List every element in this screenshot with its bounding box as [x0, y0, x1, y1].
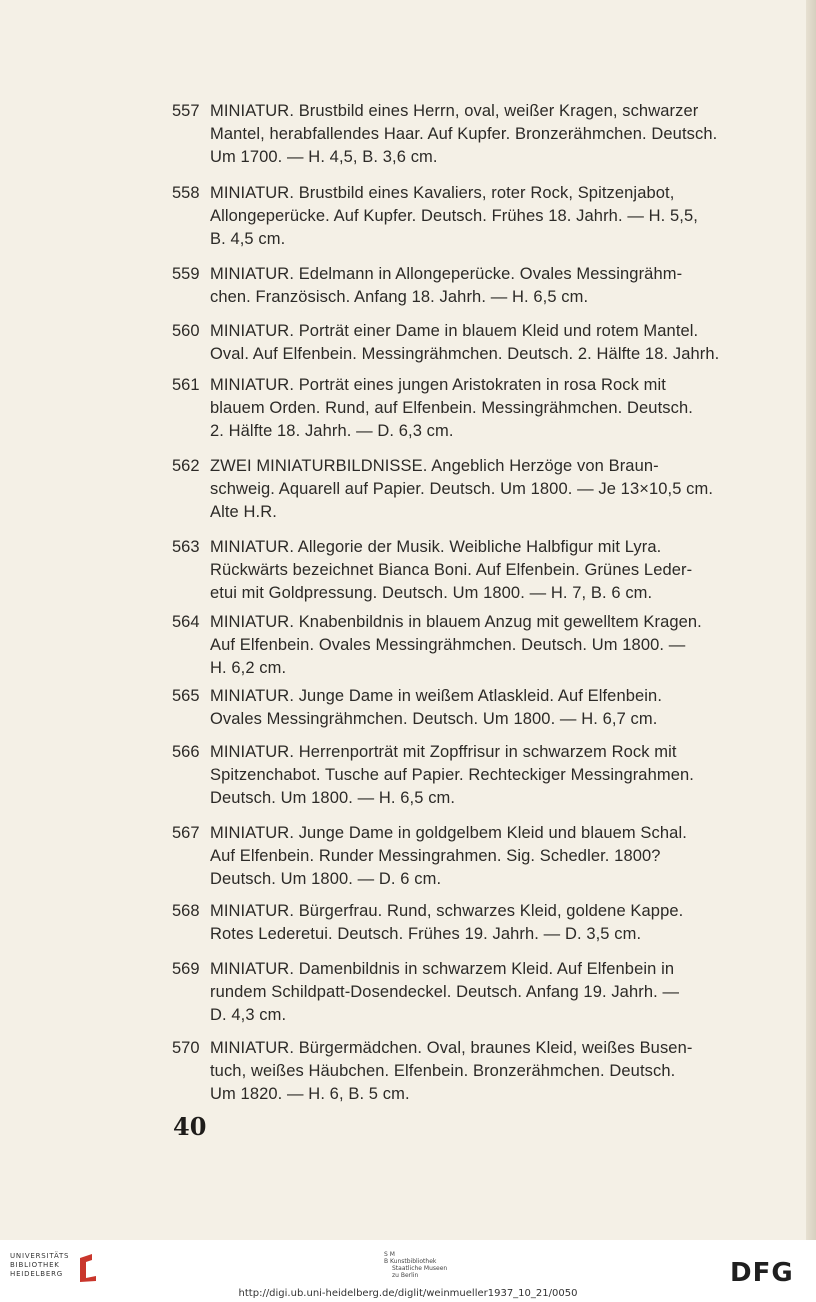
- entry-text-line: MINIATUR. Junge Dame in goldgelbem Kleid und blauem Schal.: [210, 824, 687, 842]
- entry-text-line: schweig. Aquarell auf Papier. Deutsch. Um 1800. — Je 13×10,5 cm.: [210, 480, 714, 498]
- entry-text-line: tuch, weißes Häubchen. Elfenbein. Bronzerähmchen. Deutsch.: [210, 1062, 676, 1080]
- entry-text-line: Alte H.R.: [210, 503, 277, 521]
- entry-text-line: MINIATUR. Edelmann in Allongeperücke. Ovales Messingrähm-: [210, 265, 683, 283]
- entry-number: 557: [172, 102, 200, 120]
- entry-text-line: MINIATUR. Herrenporträt mit Zopffrisur in schwarzem Rock mit: [210, 743, 677, 761]
- entry-text-line: Oval. Auf Elfenbein. Messingrähmchen. Deutsch. 2. Hälfte 18. Jahrh.: [210, 345, 720, 363]
- entry-text-line: Rotes Lederetui. Deutsch. Frühes 19. Jahrh. — D. 3,5 cm.: [210, 925, 642, 943]
- entry-text-line: Rückwärts bezeichnet Bianca Boni. Auf Elfenbein. Grünes Leder-: [210, 561, 693, 579]
- entry-text-line: Auf Elfenbein. Runder Messingrahmen. Sig. Schedler. 1800?: [210, 847, 661, 865]
- entry-text-line: MINIATUR. Porträt einer Dame in blauem Kleid und rotem Mantel.: [210, 322, 699, 340]
- entry-number: 559: [172, 265, 200, 283]
- university-logo-line: BIBLIOTHEK: [10, 1261, 60, 1269]
- entry-number: 563: [172, 538, 200, 556]
- heidelberg-logo-icon: [78, 1254, 98, 1282]
- entry-text-line: chen. Französisch. Anfang 18. Jahrh. — H. 6,5 cm.: [210, 288, 589, 306]
- entry-text-line: B. 4,5 cm.: [210, 230, 286, 248]
- entry-text-line: MINIATUR. Bürgerfrau. Rund, schwarzes Kleid, goldene Kappe.: [210, 902, 684, 920]
- smb-kunstbibliothek-logo[interactable]: [384, 1251, 447, 1279]
- entry-text-line: MINIATUR. Knabenbildnis in blauem Anzug mit gewelltem Kragen.: [210, 613, 702, 631]
- entry-text-line: MINIATUR. Damenbildnis in schwarzem Kleid. Auf Elfenbein in: [210, 960, 675, 978]
- entry-number: 568: [172, 902, 200, 920]
- entry-text-line: H. 6,2 cm.: [210, 659, 287, 677]
- entry-text-line: MINIATUR. Brustbild eines Herrn, oval, weißer Kragen, schwarzer: [210, 102, 699, 120]
- university-logo-line: HEIDELBERG: [10, 1270, 63, 1278]
- entry-number: 561: [172, 376, 200, 394]
- entry-text-line: Mantel, herabfallendes Haar. Auf Kupfer. Bronzerähmchen. Deutsch.: [210, 125, 718, 143]
- entry-text-line: D. 4,3 cm.: [210, 1006, 287, 1024]
- entry-number: 564: [172, 613, 200, 631]
- entry-text-line: Ovales Messingrähmchen. Deutsch. Um 1800. — H. 6,7 cm.: [210, 710, 658, 728]
- university-logo-line: UNIVERSITÄTS: [10, 1252, 70, 1260]
- entry-text-line: rundem Schildpatt-Dosendeckel. Deutsch. Anfang 19. Jahrh. —: [210, 983, 680, 1001]
- smb-logo-line: S M: [384, 1251, 395, 1258]
- entry-text-line: ZWEI MINIATURBILDNISSE. Angeblich Herzöge von Braun-: [210, 457, 659, 475]
- entry-text-line: Deutsch. Um 1800. — H. 6,5 cm.: [210, 789, 456, 807]
- entry-number: 567: [172, 824, 200, 842]
- entry-number: 570: [172, 1039, 200, 1057]
- entry-number: 565: [172, 687, 200, 705]
- entry-number: 560: [172, 322, 200, 340]
- entry-text-line: 2. Hälfte 18. Jahrh. — D. 6,3 cm.: [210, 422, 454, 440]
- entry-text-line: blauem Orden. Rund, auf Elfenbein. Messingrähmchen. Deutsch.: [210, 399, 693, 417]
- entry-text-line: MINIATUR. Porträt eines jungen Aristokraten in rosa Rock mit: [210, 376, 666, 394]
- entry-text-line: Spitzenchabot. Tusche auf Papier. Rechteckiger Messingrahmen.: [210, 766, 694, 784]
- entry-text-line: Um 1820. — H. 6, B. 5 cm.: [210, 1085, 410, 1103]
- entry-text-line: Um 1700. — H. 4,5, B. 3,6 cm.: [210, 148, 438, 166]
- entry-text-line: MINIATUR. Allegorie der Musik. Weibliche Halbfigur mit Lyra.: [210, 538, 662, 556]
- entry-text-line: MINIATUR. Junge Dame in weißem Atlaskleid. Auf Elfenbein.: [210, 687, 662, 705]
- entry-text-line: MINIATUR. Bürgermädchen. Oval, braunes Kleid, weißes Busen-: [210, 1039, 693, 1057]
- entry-text-line: Allongeperücke. Auf Kupfer. Deutsch. Frühes 18. Jahrh. — H. 5,5,: [210, 207, 698, 225]
- smb-logo-line: B Kunstbibliothek: [384, 1258, 437, 1265]
- entry-number: 566: [172, 743, 200, 761]
- smb-logo-line: Staatliche Museen: [392, 1265, 448, 1272]
- entry-number: 558: [172, 184, 200, 202]
- dfg-logo[interactable]: DFG: [730, 1258, 794, 1288]
- entry-text-line: Deutsch. Um 1800. — D. 6 cm.: [210, 870, 442, 888]
- entry-text-line: etui mit Goldpressung. Deutsch. Um 1800. — H. 7, B. 6 cm.: [210, 584, 653, 602]
- page-number: 40: [173, 1112, 207, 1141]
- entry-number: 569: [172, 960, 200, 978]
- entry-text-line: Auf Elfenbein. Ovales Messingrähmchen. Deutsch. Um 1800. —: [210, 636, 686, 654]
- smb-logo-line: zu Berlin: [392, 1272, 419, 1279]
- entry-text-line: MINIATUR. Brustbild eines Kavaliers, roter Rock, Spitzenjabot,: [210, 184, 675, 202]
- source-url[interactable]: http://digi.ub.uni-heidelberg.de/diglit/weinmueller1937_10_21/0050: [238, 1288, 578, 1299]
- entry-number: 562: [172, 457, 200, 475]
